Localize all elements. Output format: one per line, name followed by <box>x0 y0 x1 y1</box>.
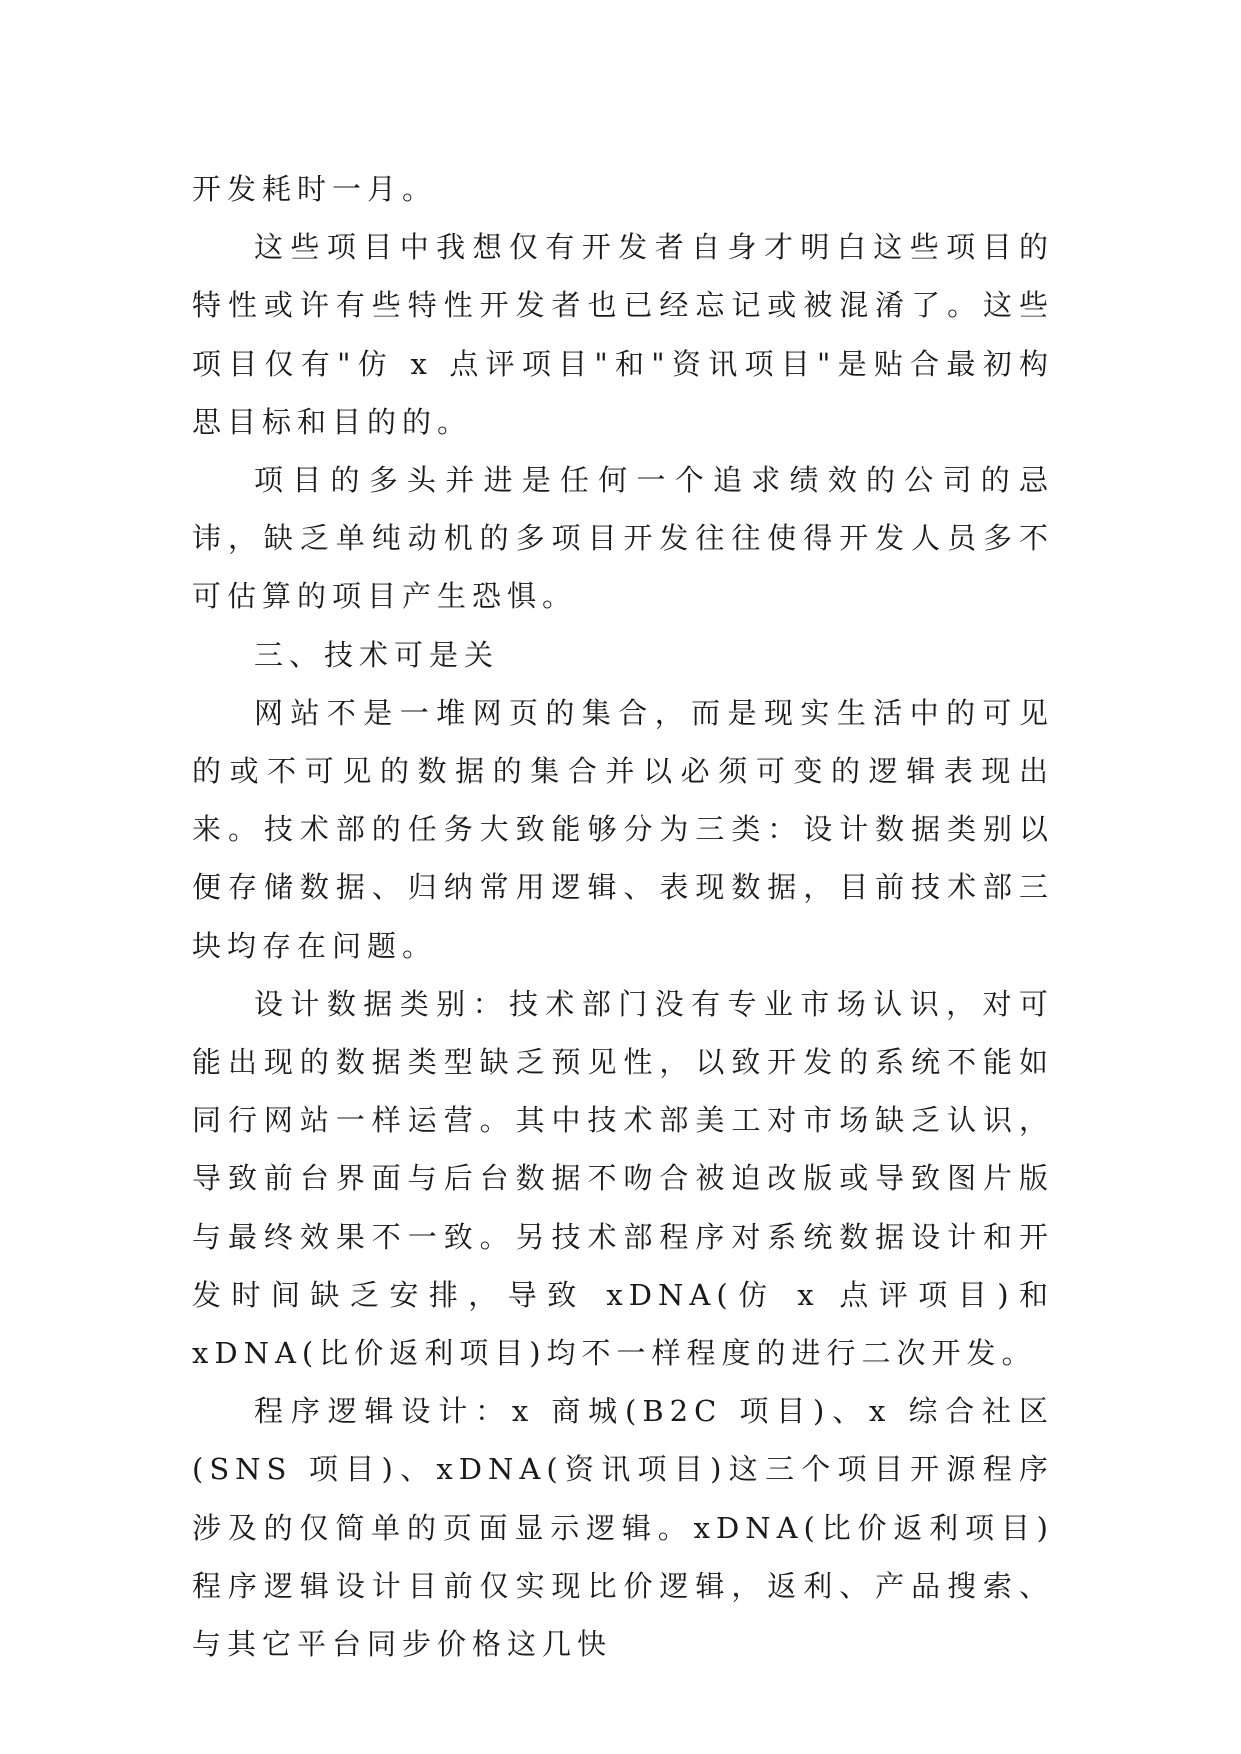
paragraph-multi-project: 项目的多头并进是任何一个追求绩效的公司的忌讳，缺乏单纯动机的多项目开发往往使得开发人员多不可估算的项目产生恐惧。 <box>192 463 1054 614</box>
paragraph-continuation: 开发耗时一月。 <box>192 172 438 206</box>
paragraph-logic-design: 程序逻辑设计：x 商城(B2C 项目)、x 综合社区(SNS 项目)、xDNA(资讯项目)这三个项目开源程序涉及的仅简单的页面显示逻辑。xDNA(比价返利项目)程序逻辑设计目前仅实现比价逻辑，返利、产品搜索、与其它平台同步价格这几快 <box>192 1394 1054 1662</box>
paragraph-data-design: 设计数据类别：技术部门没有专业市场认识，对可能出现的数据类型缺乏预见性，以致开发的系统不能如同行网站一样运营。其中技术部美工对市场缺乏认识，导致前台界面与后台数据不吻合被迫改版或导致图片版与最终效果不一致。另技术部程序对系统数据设计和开发时间缺乏安排，导致 xDNA(仿 x 点评项目)和 xDNA(比价返利项目)均不一样程度的进行二次开发。 <box>192 986 1054 1371</box>
section-heading-technology: 三、技术可是关 <box>254 637 500 672</box>
paragraph-website-data: 网站不是一堆网页的集合，而是现实生活中的可见的或不可见的数据的集合并以必须可变的逻辑表现出来。技术部的任务大致能够分为三类：设计数据类别以便存储数据、归纳常用逻辑、表现数据，目前技术部三块均存在问题。 <box>192 695 1054 963</box>
document-body <box>192 160 1054 1673</box>
paragraph-project-features: 这些项目中我想仅有开发者自身才明白这些项目的特性或许有些特性开发者也已经忘记或被混淆了。这些项目仅有"仿 x 点评项目"和"资讯项目"是贴合最初构思目标和目的的。 <box>192 230 1054 439</box>
